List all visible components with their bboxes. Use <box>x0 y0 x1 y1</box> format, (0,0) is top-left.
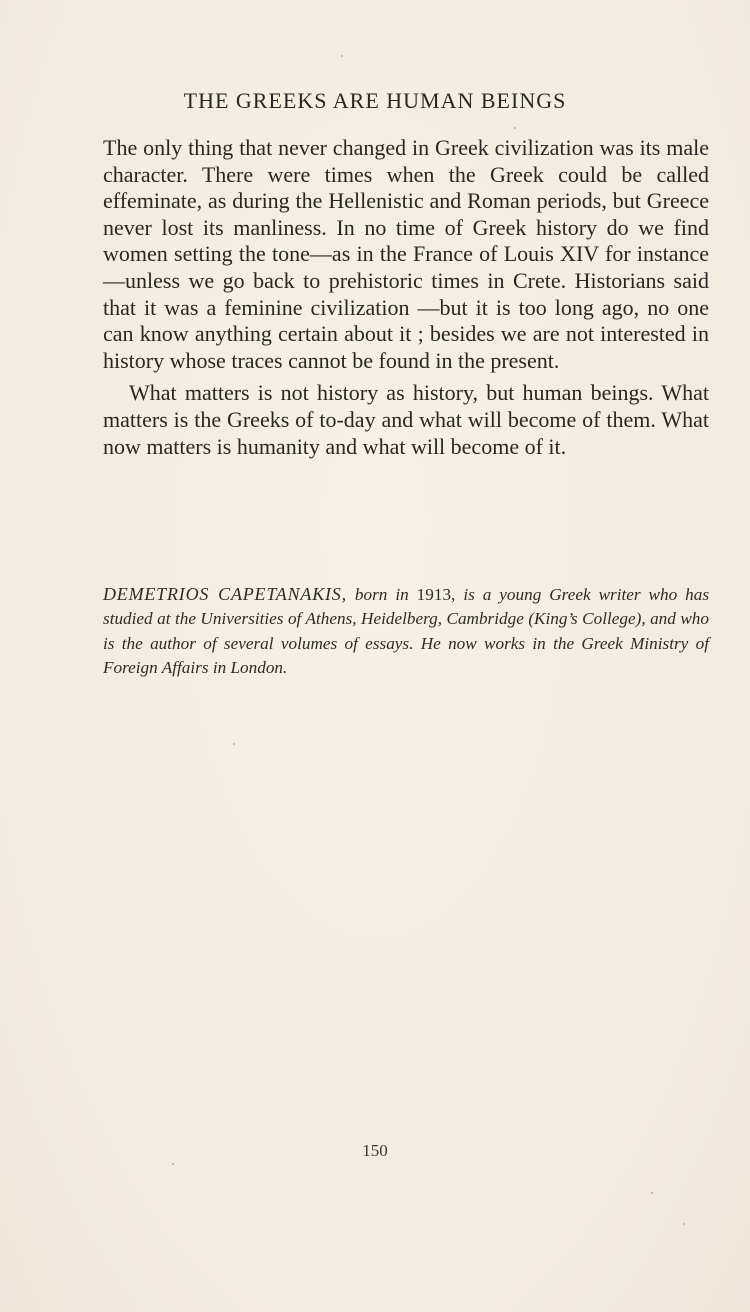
paragraph-2: What matters is not history as history, but human beings. What matters is the Greeks of to-day and what will become of them. What now matters is humanity and what will become of it. <box>103 380 709 459</box>
paper-speck <box>233 743 235 745</box>
author-name: DEMETRIOS CAPETANAKIS, <box>103 584 347 604</box>
bio-year: 1913, <box>416 585 456 604</box>
paper-speck <box>683 1223 685 1225</box>
paper-speck <box>514 127 516 129</box>
main-text <box>103 135 709 460</box>
paper-speck <box>341 55 343 57</box>
page-number: 150 <box>362 1141 388 1160</box>
running-head: THE GREEKS ARE HUMAN BEINGS <box>183 88 567 113</box>
paper-speck <box>172 1163 174 1165</box>
author-bio <box>103 582 709 681</box>
paper-speck <box>651 1192 653 1194</box>
paragraph-1: The only thing that never changed in Greek civilization was its male character. There were times when the Greek could be called effeminate, as during the Hellenistic and Roman periods, but Greece never lost its manliness. In no time of Greek history do we find women setting the tone—as in the France of Louis XIV for instance—unless we go back to prehistoric times in Crete. Historians said that it was a feminine civilization —but it is too long ago, no one can know anything certain about it ; besides we are not interested in history whose traces cannot be found in the present. <box>103 135 709 373</box>
bio-text: is a young Greek writer who has studied at the Universities of Athens, Heidelberg, Cambridge (King’s College), and who is the author of several volumes of essays. He now works in the Greek Ministry of Foreign Affairs in London. <box>103 585 710 678</box>
bio-born: born in <box>354 585 409 604</box>
